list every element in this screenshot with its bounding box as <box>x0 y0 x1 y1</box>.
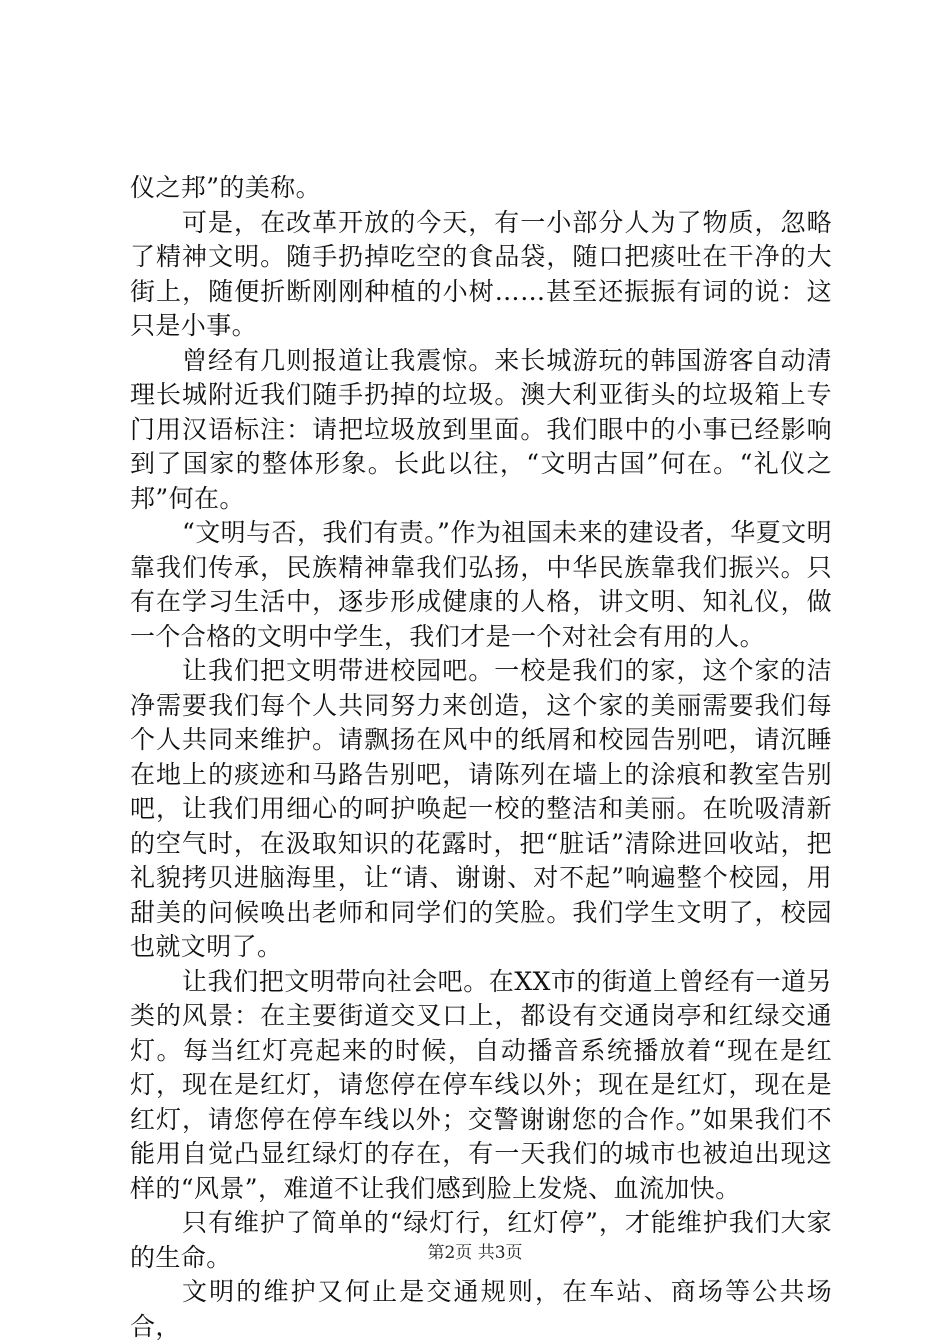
paragraph: 文明的维护又何止是交通规则，在车站、商场等公共场合， <box>130 1277 832 1341</box>
paragraph: 曾经有几则报道让我震惊。来长城游玩的韩国游客自动清理长城附近我们随手扔掉的垃圾。澳大利亚街头的垃圾箱上专门用汉语标注：请把垃圾放到里面。我们眼中的小事已经影响到了国家的整体形象。长此以往，“文明古国”何在。“礼仪之邦”何在。 <box>130 345 832 513</box>
paragraph-continuation: 仪之邦”的美称。 <box>130 173 321 202</box>
page-number-footer: 第2页 共3页 <box>427 1243 523 1263</box>
document-body <box>130 171 832 1344</box>
paragraph: 可是，在改革开放的今天，有一小部分人为了物质，忽略了精神文明。随手扔掉吃空的食品袋，随口把痰吐在干净的大街上，随便折断刚刚种植的小树……甚至还振振有词的说：这只是小事。 <box>130 207 832 340</box>
paragraph: 只有维护了简单的“绿灯行，红灯停”，才能维护我们大家的生命。 <box>130 1208 832 1272</box>
paragraph: “文明与否，我们有责。”作为祖国未来的建设者，华夏文明靠我们传承，民族精神靠我们弘扬，中华民族靠我们振兴。只有在学习生活中，逐步形成健康的人格，讲文明、知礼仪，做一个合格的文明中学生，我们才是一个对社会有用的人。 <box>130 518 832 651</box>
paragraph: 让我们把文明带向社会吧。在XX市的街道上曾经有一道另类的风景：在主要街道交叉口上，都设有交通岗亭和红绿交通灯。每当红灯亮起来的时候，自动播音系统播放着“现在是红灯，现在是红灯，请您停在停车线以外；现在是红灯，现在是红灯，请您停在停车线以外；交警谢谢您的合作。”如果我们不能用自觉凸显红绿灯的存在，有一天我们的城市也被迫出现这样的“风景”，难道不让我们感到脸上发烧、血流加快。 <box>130 966 832 1203</box>
paragraph: 让我们把文明带进校园吧。一校是我们的家，这个家的洁净需要我们每个人共同努力来创造，这个家的美丽需要我们每个人共同来维护。请飘扬在风中的纸屑和校园告别吧，请沉睡在地上的痰迹和马路告别吧，请陈列在墙上的涂痕和教室告别吧，让我们用细心的呵护唤起一校的整洁和美丽。在吮吸清新的空气时，在汲取知识的花露时，把“脏话”清除进回收站，把礼貌拷贝进脑海里，让“请、谢谢、对不起”响遍整个校园，用甜美的问候唤出老师和同学们的笑脸。我们学生文明了，校园也就文明了。 <box>130 656 832 961</box>
